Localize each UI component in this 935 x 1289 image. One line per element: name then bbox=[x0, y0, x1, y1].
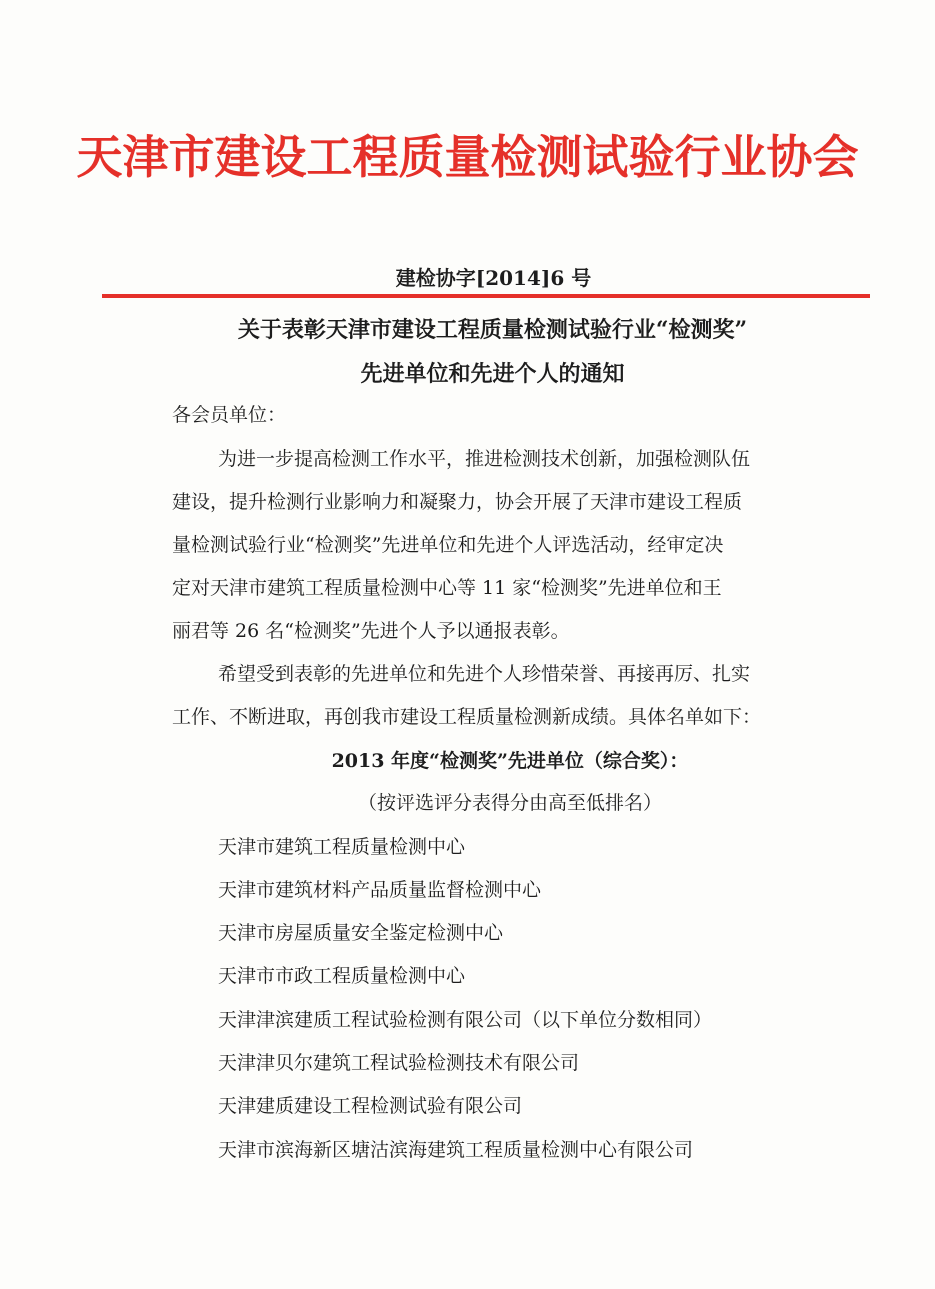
document-number: 建检协字[2014]6 号 bbox=[395, 266, 592, 290]
paragraph-1-line-2: 建设，提升检测行业影响力和凝聚力，协会开展了天津市建设工程质 bbox=[172, 491, 743, 513]
award-list-heading: 2013 年度“检测奖”先进单位（综合奖）： bbox=[331, 750, 689, 772]
paragraph-1-line-5: 丽君等 26 名“检测奖”先进个人予以通报表彰。 bbox=[172, 620, 570, 642]
award-unit-item: 天津市滨海新区塘沽滨海建筑工程质量检测中心有限公司 bbox=[218, 1139, 694, 1161]
award-unit-item: 天津津贝尔建筑工程试验检测技术有限公司 bbox=[218, 1052, 580, 1074]
award-unit-item: 天津市房屋质量安全鉴定检测中心 bbox=[218, 922, 504, 944]
salutation: 各会员单位： bbox=[172, 404, 287, 426]
award-unit-item: 天津市建筑工程质量检测中心 bbox=[218, 836, 466, 858]
award-unit-item: 天津津滨建质工程试验检测有限公司（以下单位分数相同） bbox=[218, 1009, 713, 1031]
paragraph-2-line-2: 工作、不断进取，再创我市建设工程质量检测新成绩。具体名单如下： bbox=[172, 706, 762, 728]
award-unit-item: 天津市市政工程质量检测中心 bbox=[218, 965, 466, 987]
paragraph-1-line-4: 定对天津市建筑工程质量检测中心等 11 家“检测奖”先进单位和王 bbox=[172, 577, 722, 599]
paragraph-2-line-1: 希望受到表彰的先进单位和先进个人珍惜荣誉、再接再厉、扎实 bbox=[218, 663, 751, 685]
award-unit-item: 天津市建筑材料产品质量监督检测中心 bbox=[218, 879, 542, 901]
paragraph-1-line-1: 为进一步提高检测工作水平，推进检测技术创新，加强检测队伍 bbox=[218, 448, 751, 470]
notice-title-line-2: 先进单位和先进个人的通知 bbox=[360, 361, 625, 387]
award-unit-item: 天津建质建设工程检测试验有限公司 bbox=[218, 1095, 523, 1117]
award-list-subheading: （按评选评分表得分由高至低排名） bbox=[357, 792, 662, 814]
paragraph-1-line-3: 量检测试验行业“检测奖”先进单位和先进个人评选活动，经审定决 bbox=[172, 534, 724, 556]
notice-title-line-1: 关于表彰天津市建设工程质量检测试验行业“检测奖” bbox=[237, 317, 748, 343]
red-divider-line bbox=[102, 294, 870, 298]
organization-header: 天津市建设工程质量检测试验行业协会 bbox=[76, 130, 859, 184]
